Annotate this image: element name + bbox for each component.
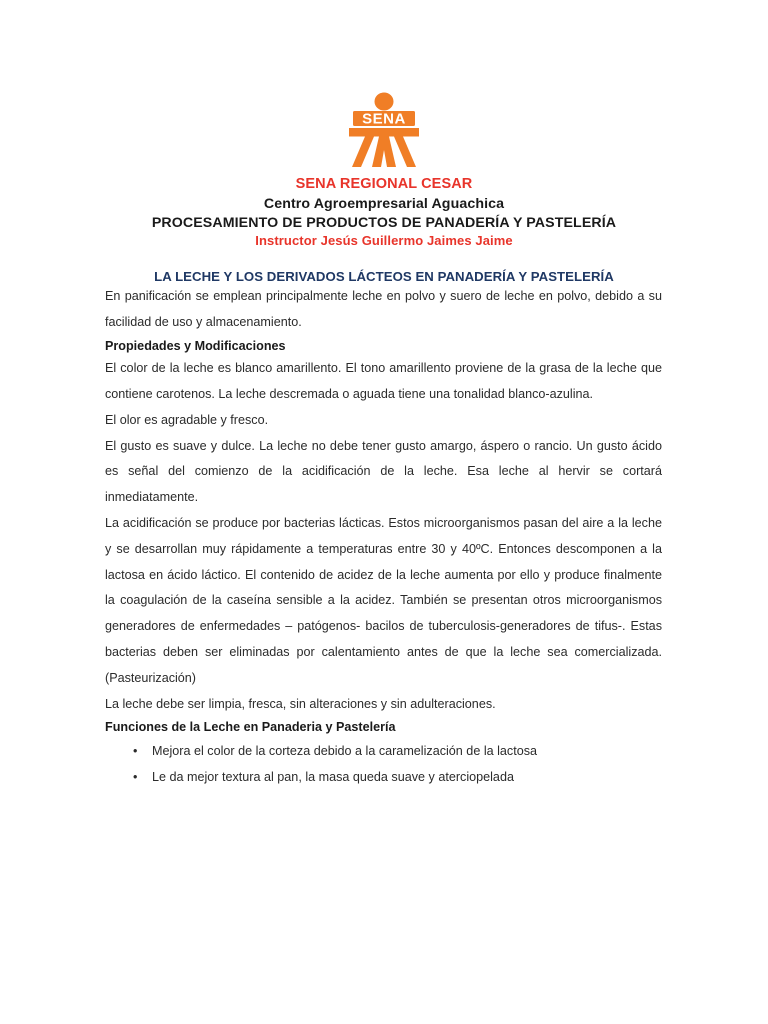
paragraph-olor: El olor es agradable y fresco. [105, 412, 269, 427]
paragraph-color: El color de la leche es blanco amarillento. El tono amarillento proviene de la grasa de la leche que contiene carotenos. La leche descremada o aguada tiene una tonalidad blanco-azulina. [105, 361, 662, 401]
bullet-icon: • [133, 770, 138, 785]
list-item [105, 738, 662, 764]
sena-logo [338, 92, 430, 168]
paragraph-gusto: El gusto es suave y dulce. La leche no debe tener gusto amargo, áspero o rancio. Un gusto ácido es señal del comienzo de la acidificación de la leche. Esa leche al hervir se cortará inmediatamente. [105, 438, 662, 505]
header-course: PROCESAMIENTO DE PRODUCTOS DE PANADERÍA Y PASTELERÍA [151, 214, 617, 231]
logo-container [0, 0, 768, 168]
heading-propiedades: Propiedades y Modificaciones [105, 338, 286, 353]
list-item-label: Le da mejor textura al pan, la masa queda suave y aterciopelada [152, 770, 514, 785]
functions-list [105, 738, 662, 791]
svg-text:SENA: SENA [362, 110, 406, 128]
page-title: LA LECHE Y LOS DERIVADOS LÁCTEOS EN PANADERÍA Y PASTELERÍA [154, 269, 614, 285]
paragraph-intro: En panificación se emplean principalmente leche en polvo y suero de leche en polvo, debido a su facilidad de uso y almacenamiento. [105, 289, 662, 330]
paragraph-acidificacion: La acidificación se produce por bacterias lácticas. Estos microorganismos pasan del aire a la leche y se desarrollan muy rápidamente a temperaturas entre 30 y 40ºC. Entonces descomponen a la lactosa en ácido láctico. El contenido de acidez de la leche aumenta por ello y produce finalmente la coagulación de la caseína sensible a la acidez. También se presentan otros microorganismos generadores de enfermedades – patógenos- bacilos de tuberculosis-generadores de tifus-. Estas bacterias deben ser eliminadas por calentamiento antes de que la leche sea comercializada. (Pasteurización) [105, 515, 662, 685]
paragraph-limpia: La leche debe ser limpia, fresca, sin alteraciones y sin adulteraciones. [105, 696, 496, 711]
heading-funciones: Funciones de la Leche en Panaderia y Pastelería [105, 720, 396, 735]
header-center: Centro Agroempresarial Aguachica [263, 195, 505, 212]
header-instructor: Instructor Jesús Guillermo Jaimes Jaime [255, 233, 513, 249]
document-body [0, 284, 768, 790]
list-item [105, 764, 662, 790]
list-item-label: Mejora el color de la corteza debido a la caramelización de la lactosa [152, 743, 538, 758]
document-header [0, 176, 768, 249]
header-organization: SENA REGIONAL CESAR [295, 176, 473, 192]
bullet-icon: • [133, 743, 138, 758]
